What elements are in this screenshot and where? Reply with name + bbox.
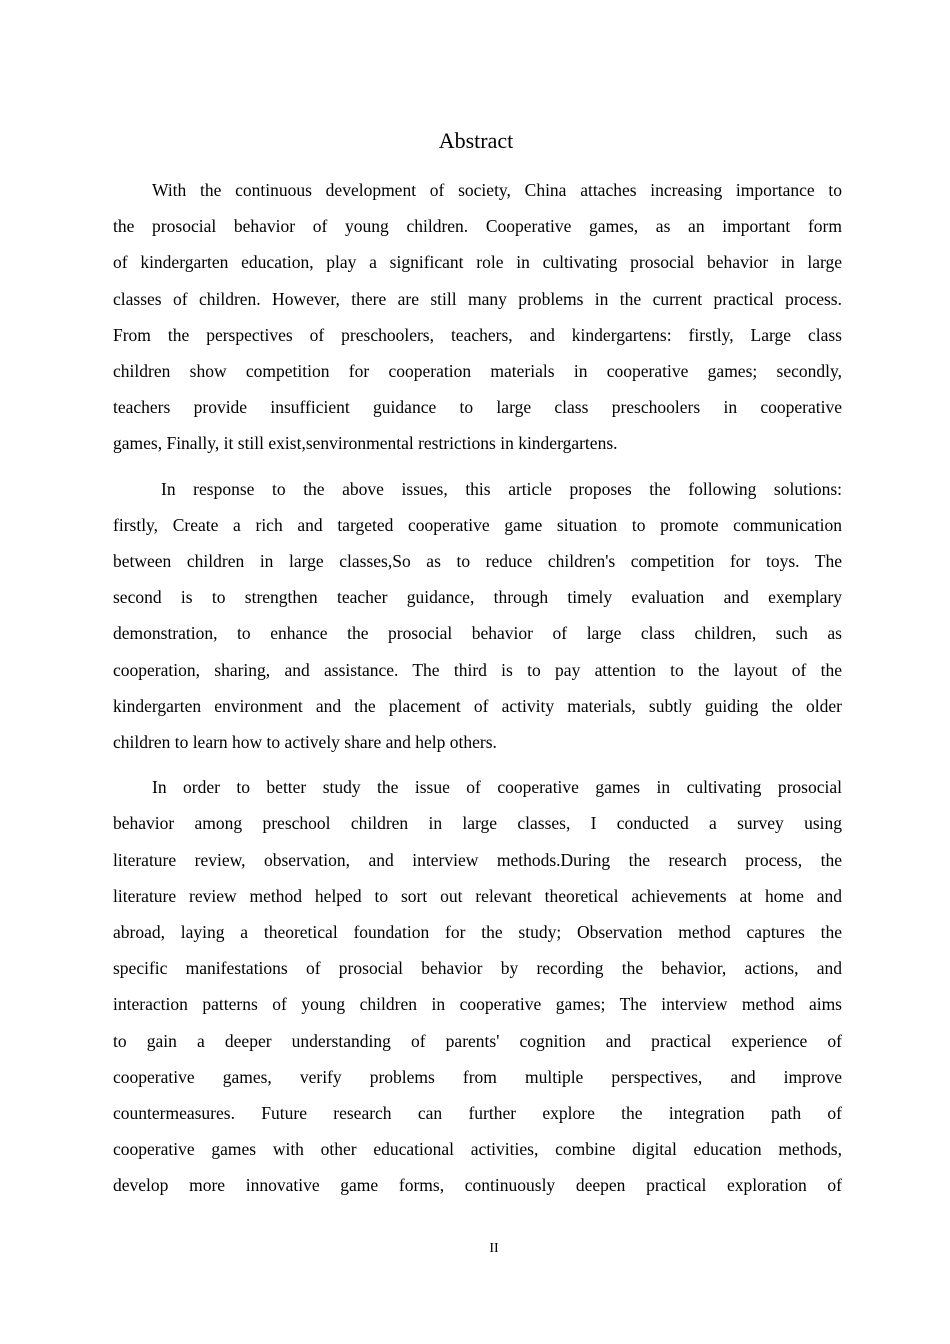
text-line: abroad, laying a theoretical foundation for the study; Observation method captures the: [113, 922, 842, 943]
text-line: develop more innovative game forms, continuously deepen practical exploration of: [113, 1175, 842, 1196]
page-number: II: [489, 1241, 499, 1256]
abstract-paragraph-3: [113, 769, 842, 1203]
text-line: In response to the above issues, this article proposes the following solutions:: [161, 478, 842, 499]
text-line: behavior among preschool children in large classes, I conducted a survey using: [113, 813, 842, 834]
text-line: games, Finally, it still exist,senvironmental restrictions in kindergartens.: [113, 433, 618, 454]
text-line: children show competition for cooperation materials in cooperative games; secondly,: [113, 361, 842, 382]
text-line: second is to strengthen teacher guidance, through timely evaluation and exemplary: [113, 587, 842, 608]
text-line: classes of children. However, there are still many problems in the current practical process.: [113, 288, 842, 309]
text-line: firstly, Create a rich and targeted cooperative game situation to promote communication: [113, 514, 842, 535]
text-line: teachers provide insufficient guidance to large class preschoolers in cooperative: [113, 397, 842, 418]
text-line: cooperation, sharing, and assistance. The third is to pay attention to the layout of the: [113, 659, 842, 680]
text-line: With the continuous development of society, China attaches increasing importance to: [152, 180, 842, 200]
page-title: Abstract: [438, 128, 514, 153]
text-line: cooperative games, verify problems from multiple perspectives, and improve: [113, 1066, 842, 1087]
text-line: cooperative games with other educational activities, combine digital education methods,: [113, 1139, 842, 1160]
text-line: From the perspectives of preschoolers, teachers, and kindergartens: firstly, Large class: [113, 324, 842, 345]
text-line: kindergarten environment and the placement of activity materials, subtly guiding the older: [113, 695, 842, 716]
text-line: to gain a deeper understanding of parents' cognition and practical experience of: [113, 1030, 842, 1051]
text-line: specific manifestations of prosocial behavior by recording the behavior, actions, and: [113, 958, 842, 979]
text-line: the prosocial behavior of young children. Cooperative games, as an important form: [113, 216, 842, 237]
text-line: literature review method helped to sort out relevant theoretical achievements at home and: [113, 885, 842, 906]
text-line: of kindergarten education, play a significant role in cultivating prosocial behavior in large: [113, 252, 842, 273]
text-line: interaction patterns of young children in cooperative games; The interview method aims: [113, 994, 842, 1015]
abstract-paragraph-1: [113, 172, 842, 462]
abstract-paragraph-2: [113, 471, 842, 761]
text-line: literature review, observation, and interview methods.During the research process, the: [113, 849, 842, 870]
text-line: children to learn how to actively share and help others.: [113, 732, 497, 753]
text-line: between children in large classes,So as to reduce children's competition for toys. The: [113, 551, 842, 572]
text-line: In order to better study the issue of cooperative games in cultivating prosocial: [152, 777, 842, 798]
text-line: demonstration, to enhance the prosocial behavior of large class children, such as: [113, 623, 842, 644]
abstract-body: [113, 172, 842, 1213]
text-line: countermeasures. Future research can further explore the integration path of: [113, 1103, 842, 1124]
